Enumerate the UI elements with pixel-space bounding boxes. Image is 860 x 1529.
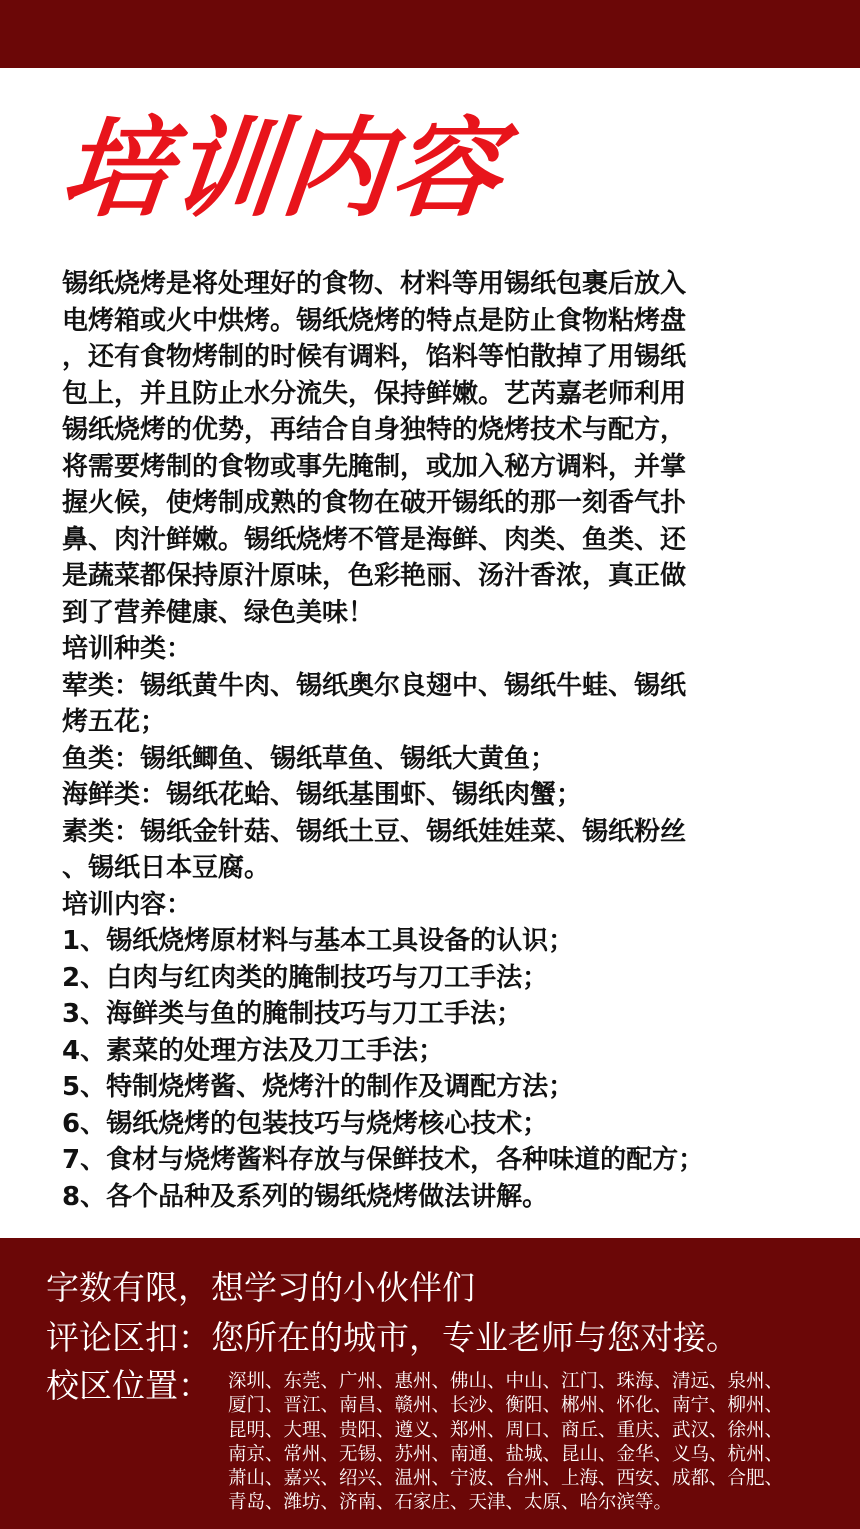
main-content xyxy=(62,266,782,1215)
intro-line: ，还有食物烤制的时候有调料，馅料等怕散掉了用锡纸 xyxy=(62,342,687,372)
content-item: 7、食材与烧烤酱料存放与保鲜技术，各种味道的配方； xyxy=(62,1145,705,1175)
intro-line: 锡纸烧烤的优势，再结合自身独特的烧烤技术与配方， xyxy=(62,415,687,445)
intro-line: 将需要烤制的食物或事先腌制，或加入秘方调料，并掌 xyxy=(62,451,687,482)
footer-line-1: 字数有限，想学习的小伙伴们 xyxy=(46,1268,475,1307)
intro-line: 握火候，使烤制成熟的食物在破开锡纸的那一刻香气扑 xyxy=(62,488,687,518)
types-line: 素类：锡纸金针菇、锡纸土豆、锡纸娃娃菜、锡纸粉丝 xyxy=(62,816,687,847)
page-title: 培训内容 xyxy=(55,107,509,232)
intro-line: 电烤箱或火中烘烤。锡纸烧烤的特点是防止食物粘烤盘 xyxy=(62,305,687,336)
content-item: 1、锡纸烧烤原材料与基本工具设备的认识； xyxy=(62,926,575,956)
types-line: 海鲜类：锡纸花蛤、锡纸基围虾、锡纸肉蟹； xyxy=(62,780,583,810)
content-item: 5、特制烧烤酱、烧烤汁的制作及调配方法； xyxy=(62,1072,575,1102)
content-item: 4、素菜的处理方法及刀工手法； xyxy=(62,1035,445,1066)
city-line: 昆明、大理、贵阳、遵义、郑州、周口、商丘、重庆、武汉、徐州、 xyxy=(228,1419,784,1441)
types-line: 荤类：锡纸黄牛肉、锡纸奥尔良翅中、锡纸牛蛙、锡纸 xyxy=(62,670,687,701)
intro-line: 是蔬菜都保持原汁原味，色彩艳丽、汤汁香浓，真正做 xyxy=(62,561,687,591)
city-line: 厦门、晋江、南昌、赣州、长沙、衡阳、郴州、怀化、南宁、柳州、 xyxy=(228,1395,784,1417)
campus-label: 校区位置： xyxy=(46,1366,211,1405)
intro-line: 锡纸烧烤是将处理好的食物、材料等用锡纸包裹后放入 xyxy=(62,269,687,299)
city-line: 深圳、东莞、广州、惠州、佛山、中山、江门、珠海、清远、泉州、 xyxy=(228,1371,784,1392)
content-item: 6、锡纸烧烤的包装技巧与烧烤核心技术； xyxy=(62,1108,549,1139)
footer-line-2: 评论区扣：您所在的城市，专业老师与您对接。 xyxy=(46,1318,739,1357)
intro-line: 到了营养健康、绿色美味！ xyxy=(62,597,375,628)
campus-city-list xyxy=(228,1370,828,1516)
city-line: 青岛、潍坊、济南、石家庄、天津、太原、哈尔滨等。 xyxy=(228,1492,673,1514)
footer-banner xyxy=(0,1238,860,1529)
types-list xyxy=(62,668,782,887)
intro-line: 包上，并且防止水分流失，保持鲜嫩。艺芮嘉老师利用 xyxy=(62,378,687,409)
intro-paragraph xyxy=(62,266,782,631)
top-banner xyxy=(0,0,860,68)
types-line: 鱼类：锡纸鲫鱼、锡纸草鱼、锡纸大黄鱼； xyxy=(62,743,557,774)
types-line: 烤五花； xyxy=(62,707,167,737)
content-item: 2、白肉与红肉类的腌制技巧与刀工手法； xyxy=(62,962,549,993)
content-list xyxy=(62,923,782,1215)
content-item: 8、各个品种及系列的锡纸烧烤做法讲解。 xyxy=(62,1181,549,1212)
content-item: 3、海鲜类与鱼的腌制技巧与刀工手法； xyxy=(62,999,523,1029)
types-line: 、锡纸日本豆腐。 xyxy=(62,853,271,883)
intro-line: 鼻、肉汁鲜嫩。锡纸烧烤不管是海鲜、肉类、鱼类、还 xyxy=(62,524,687,555)
types-heading: 培训种类： xyxy=(62,634,193,664)
city-line: 萧山、嘉兴、绍兴、温州、宁波、台州、上海、西安、成都、合肥、 xyxy=(228,1468,784,1490)
content-heading: 培训内容： xyxy=(62,889,193,920)
city-line: 南京、常州、无锡、苏州、南通、盐城、昆山、金华、义乌、杭州、 xyxy=(228,1443,784,1465)
